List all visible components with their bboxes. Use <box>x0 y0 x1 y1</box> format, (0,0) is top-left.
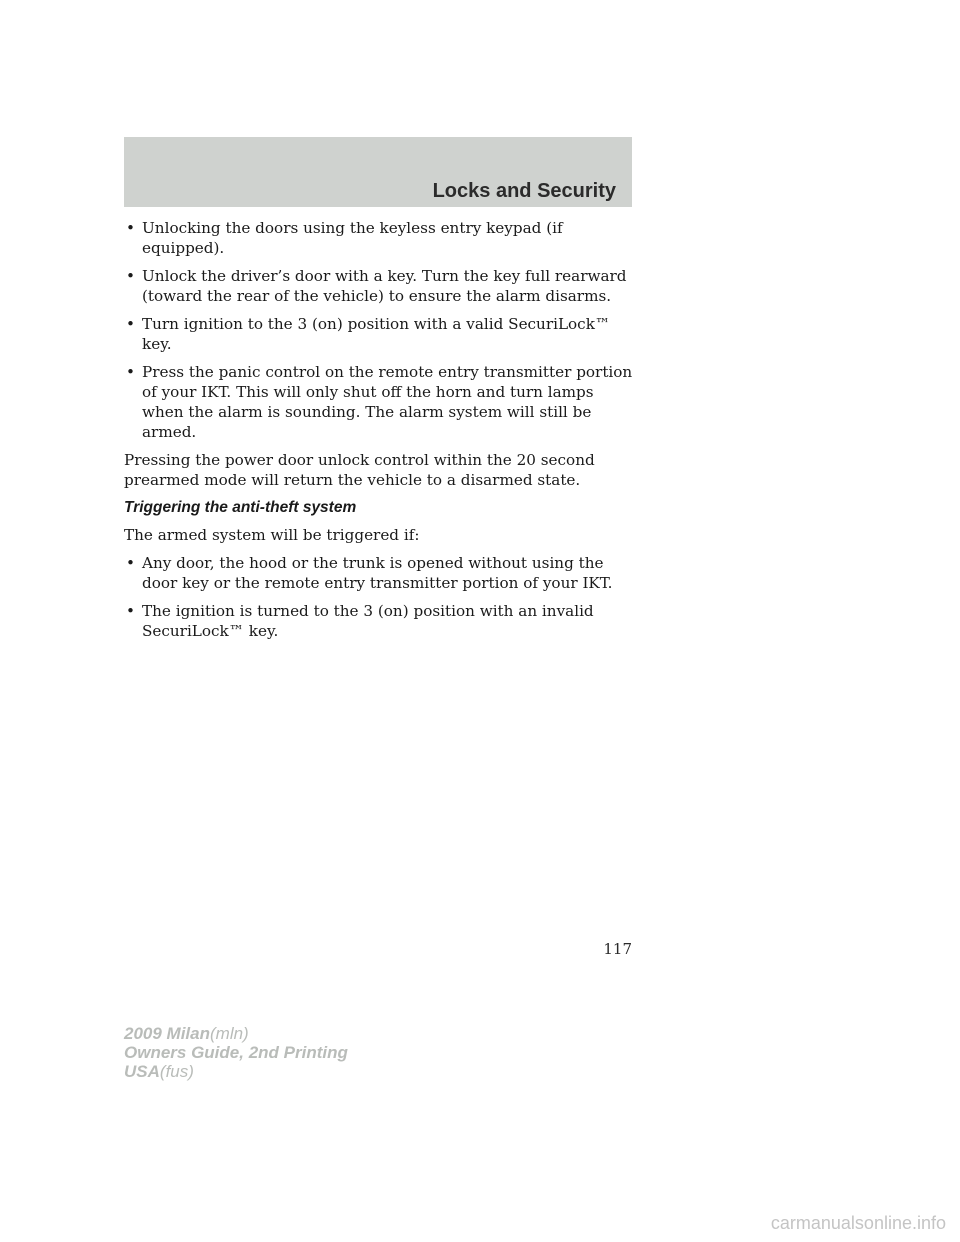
footer-guide: Owners Guide, 2nd Printing <box>124 1043 348 1062</box>
footer-region: USA <box>124 1062 160 1081</box>
paragraph-prearmed: Pressing the power door unlock control within the 20 second prearmed mode will return the vehicle to a disarmed state. <box>124 451 595 489</box>
footer-printing-info <box>124 1024 348 1081</box>
page-number: 117 <box>603 940 632 958</box>
bullet-marker: • <box>126 602 135 620</box>
bullet-marker: • <box>126 363 135 381</box>
bullet-item <box>124 218 634 258</box>
bullet-item <box>124 362 634 442</box>
bullet-marker: • <box>126 219 135 237</box>
bullet-text: Unlocking the doors using the keyless entry keypad (if equipped). <box>142 219 563 257</box>
footer-line-region <box>124 1062 348 1081</box>
watermark-text: carmanualsonline.info <box>770 1213 946 1233</box>
paragraph-armed-system: The armed system will be triggered if: <box>124 526 420 544</box>
bullet-item <box>124 601 634 641</box>
bullet-text: Any door, the hood or the trunk is opened without using the door key or the remote entry transmitter portion of your IKT. <box>142 554 613 592</box>
bullet-text: The ignition is turned to the 3 (on) position with an invalid SecuriLock™ key. <box>142 602 594 640</box>
footer-line-model <box>124 1024 348 1043</box>
bullet-marker: • <box>126 267 135 285</box>
bullet-marker: • <box>126 315 135 333</box>
subheading-triggering: Triggering the anti-theft system <box>124 499 357 516</box>
body-content <box>124 218 634 649</box>
footer-line-guide <box>124 1043 348 1062</box>
bullet-marker: • <box>126 554 135 572</box>
bullet-text: Unlock the driver’s door with a key. Turn the key full rearward (toward the rear of the vehicle) to ensure the alarm disarms. <box>142 267 627 305</box>
bullet-text: Turn ignition to the 3 (on) position with a valid SecuriLock™ key. <box>142 315 611 353</box>
footer-region-code: (fus) <box>159 1062 194 1081</box>
bullet-text: Press the panic control on the remote entry transmitter portion of your IKT. This will only shut off the horn and turn lamps when the alarm is sounding. The alarm system will still be armed. <box>142 363 633 441</box>
section-title: Locks and Security <box>432 180 616 202</box>
bullet-item <box>124 314 634 354</box>
footer-model-code: (mln) <box>210 1024 249 1043</box>
bullet-item <box>124 553 634 593</box>
section-header-band <box>124 137 632 207</box>
bullet-item <box>124 266 634 306</box>
footer-model: 2009 Milan <box>124 1024 210 1043</box>
